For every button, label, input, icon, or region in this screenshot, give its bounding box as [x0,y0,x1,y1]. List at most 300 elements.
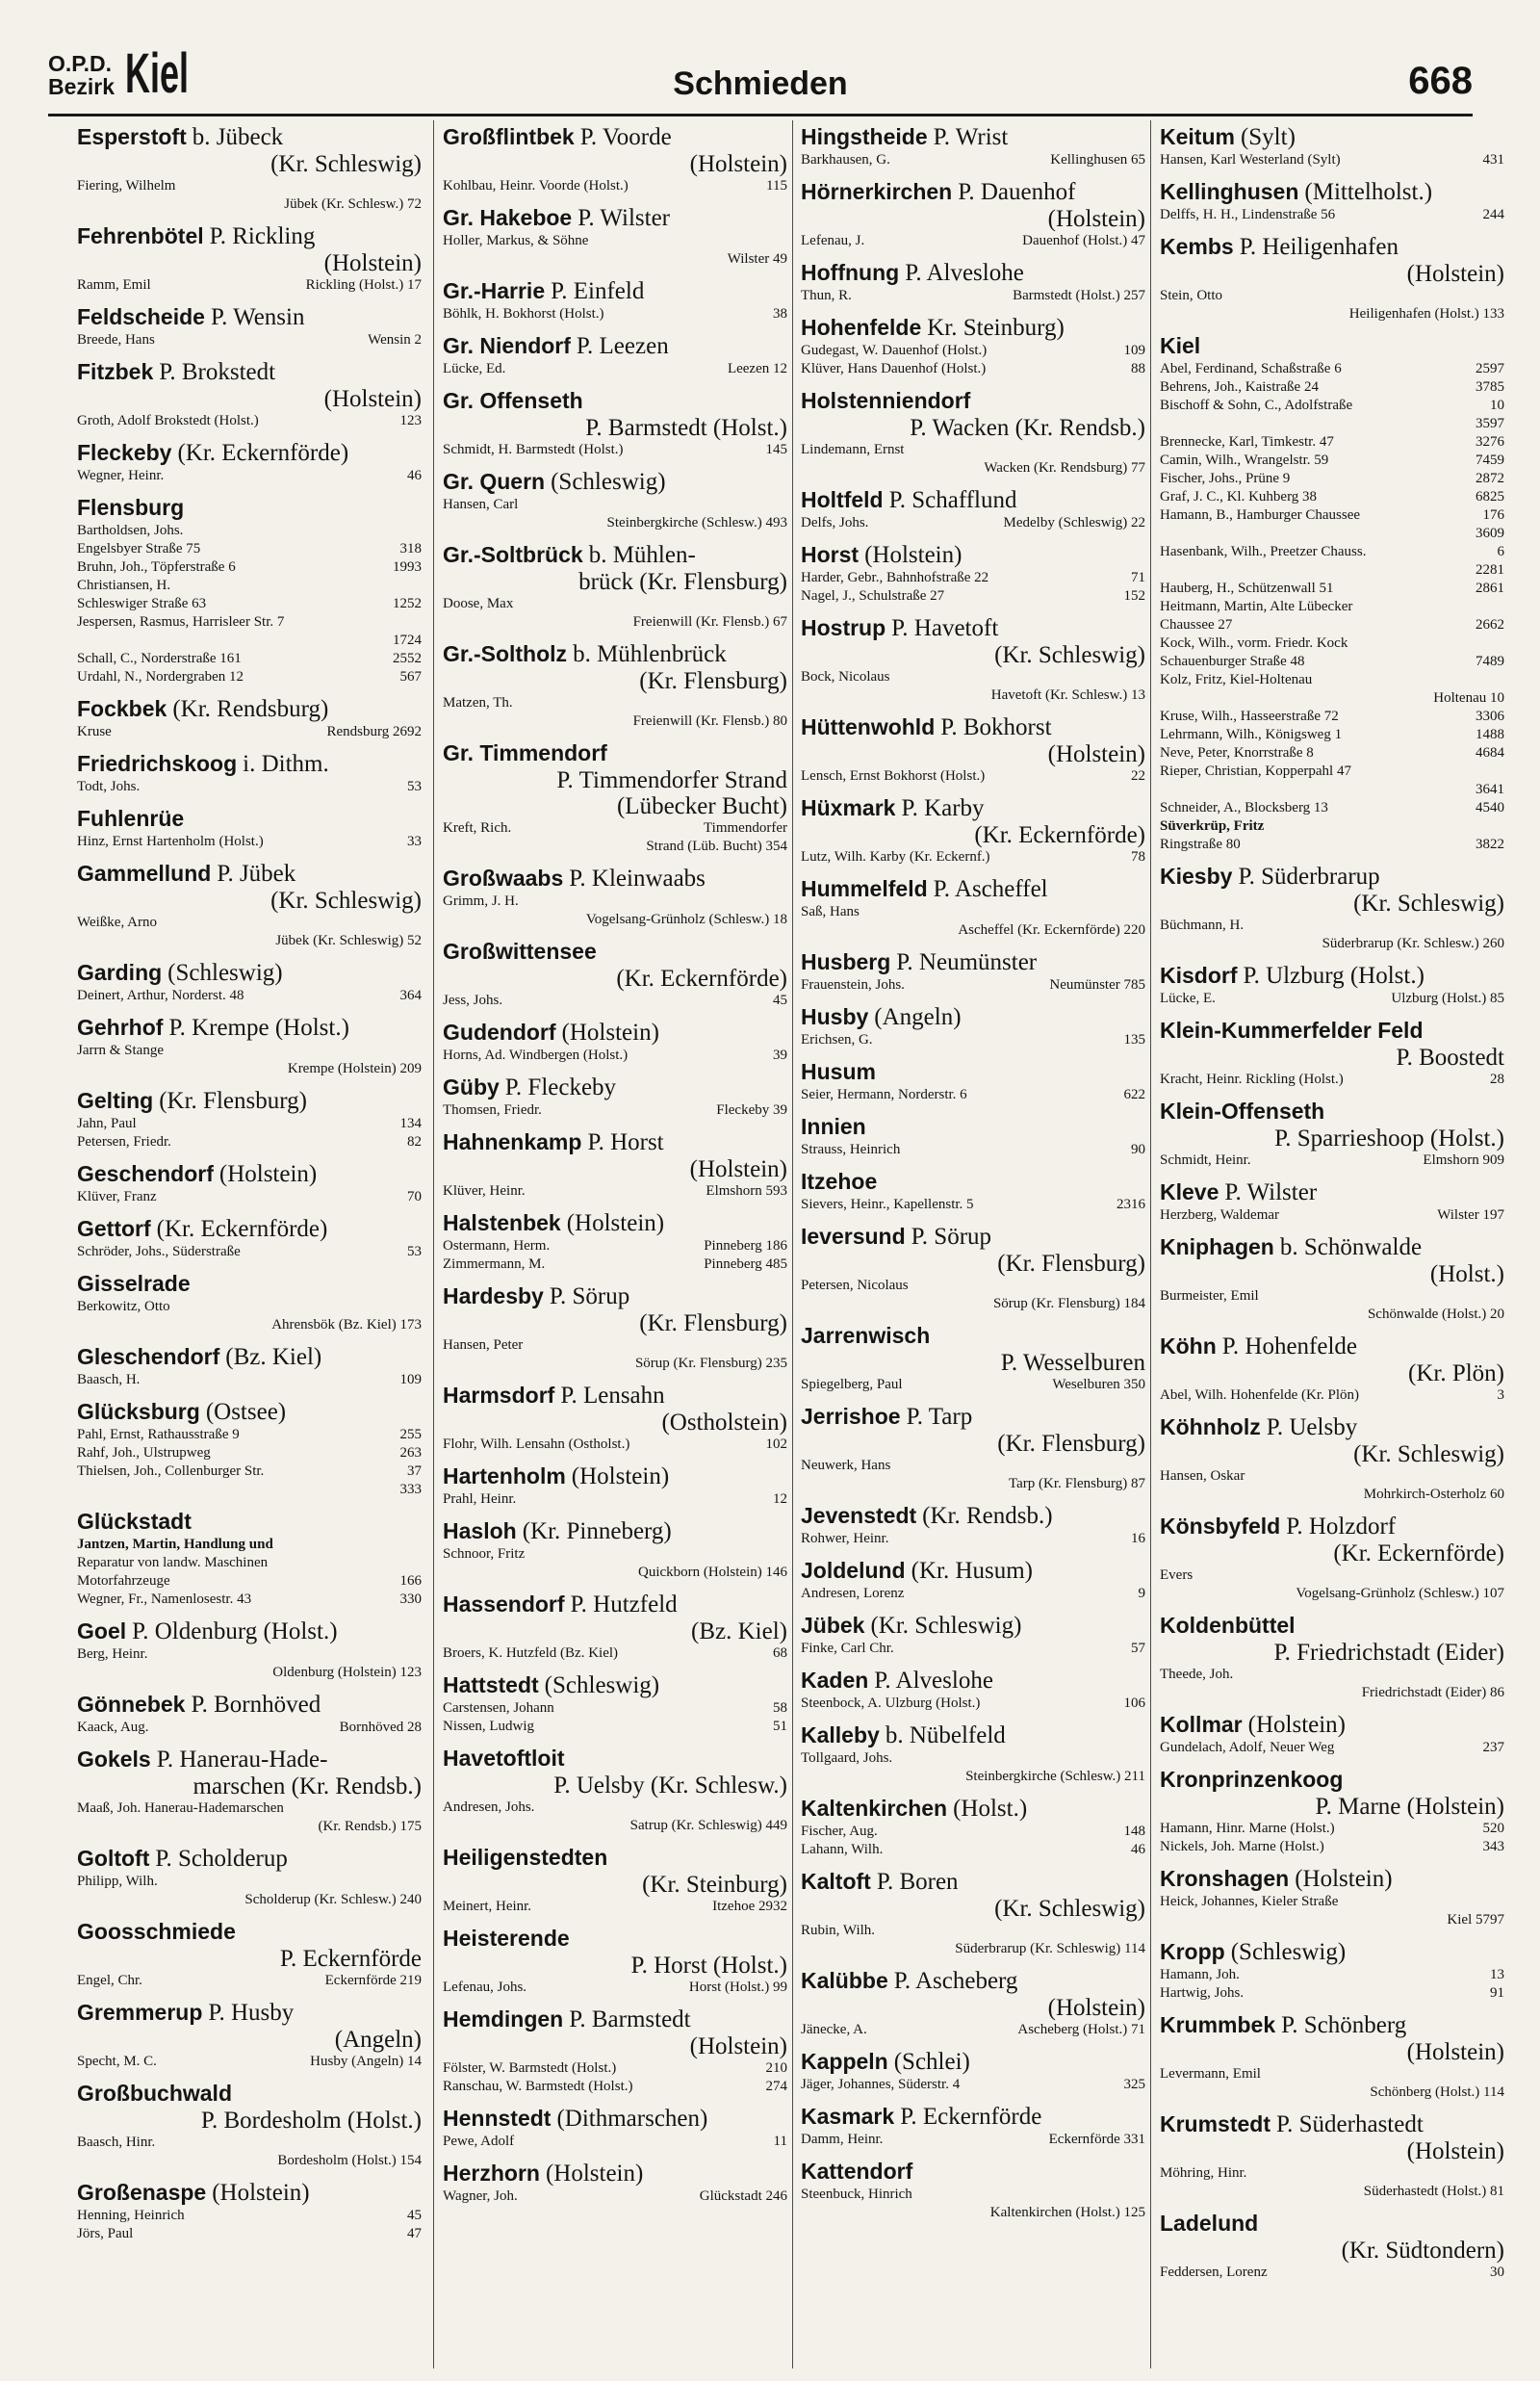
place-note: (Schleswig) [551,469,666,495]
smith-listing [77,1873,422,1891]
bezirk-text: Bezirk [48,74,116,99]
place-name: Jerrishoe [801,1404,901,1429]
smith-listing [801,342,1145,360]
place-name: Husum [801,1059,876,1084]
phone-number: 2597 [1476,361,1504,376]
directory-entry [801,1967,1145,2039]
header-rule [48,114,1473,116]
place-heading [801,1223,1145,1251]
place-heading [443,640,787,668]
smith-name: Doose, Max [443,596,514,611]
place-heading [77,494,422,522]
place-note: (Schlei) [893,2049,970,2075]
place-note: P. Uelsby [1266,1414,1358,1440]
phone-number: 38 [773,306,787,322]
smith-listing [801,287,1145,305]
place-name: Glücksburg [77,1399,200,1424]
phone-number: Wensin 2 [368,332,422,348]
smith-listing [443,1718,787,1736]
place-heading [1160,2011,1504,2039]
place-name: Jarrenwisch [801,1323,931,1348]
smith-listing [1160,561,1504,580]
place-heading [443,387,787,415]
phone-number: 2662 [1476,617,1504,633]
smith-listing [443,232,787,250]
column-divider [433,120,434,2368]
place-heading [801,541,1145,569]
directory-entry [1160,1413,1504,1504]
smith-listing [77,1298,422,1316]
place-note: (Kr. Eckernförde) [177,440,349,466]
place-heading [77,1746,422,1773]
directory-entry [1160,962,1504,1008]
phone-number: Bornhöved 28 [339,1720,422,1735]
smith-listing [77,540,422,558]
directory-entry [1160,1612,1504,1702]
place-heading [1160,1333,1504,1360]
smith-name: Hamann, Joh. [1160,1967,1240,1982]
smith-listing [801,767,1145,786]
phone-number: 148 [1123,1824,1145,1839]
place-heading [77,805,422,833]
smith-name: Ostermann, Herm. [443,1238,551,1254]
place-heading [801,1403,1145,1431]
place-note: (Holstein) [1295,1866,1393,1892]
place-name: Kaden [801,1668,869,1693]
place-heading [77,2179,422,2207]
listing-continuation: Sörup (Kr. Flensburg) 184 [992,1296,1145,1311]
smith-name: Engel, Chr. [77,1973,142,1988]
smith-name: Jarrn & Stange [77,1043,164,1058]
place-name: Kronprinzenkoog [1160,1767,1344,1792]
place-name: Husberg [801,949,891,974]
place-name: Gettorf [77,1216,151,1241]
phone-number: 90 [1131,1142,1145,1157]
smith-name: Kreft, Rich. [443,820,512,836]
place-name: Gr. Offenseth [443,388,583,413]
place-note: (Kr. Rendsb.) [922,1503,1053,1529]
smith-name: Maaß, Joh. Hanerau-Hademarschen [77,1800,284,1816]
directory-entry [443,1462,787,1509]
smith-name: Hasenbank, Wilh., Preetzer Chauss. [1160,544,1367,559]
directory-entry [801,1003,1145,1049]
directory-entry [77,1618,422,1682]
page-number: 668 [1408,60,1473,102]
place-heading [443,1844,787,1872]
place-note: (Mittelholst.) [1304,179,1433,205]
phone-number: 2316 [1116,1197,1145,1212]
directory-entry [801,1223,1145,1313]
smith-listing [1160,1966,1504,1984]
smith-listing [1160,1893,1504,1911]
smith-listing [1160,2264,1504,2282]
place-note: (Schleswig) [1230,1939,1347,1965]
place-name: Goosschmiede [77,1919,236,1944]
phone-number: 109 [399,1372,422,1387]
place-heading [801,1795,1145,1823]
smith-listing [1160,360,1504,378]
place-note-line: P. Horst (Holst.) [630,1953,787,1979]
smith-listing [1160,1287,1504,1306]
listing-continuation: Bordesholm (Holst.) 154 [277,2153,422,2168]
place-note: b. Mühlen- [588,542,696,568]
phone-number: 70 [407,1189,422,1204]
directory-entry [801,387,1145,478]
smith-listing [1160,397,1504,415]
phone-number: Horst (Holst.) 99 [688,1980,787,1995]
smith-listing [443,1182,787,1201]
place-heading [443,2160,787,2187]
place-heading [443,332,787,360]
place-heading [801,486,1145,514]
place-note: (Holstein) [545,2161,644,2187]
smith-listing [801,441,1145,459]
listing-continuation: Ascheffel (Kr. Eckernförde) 220 [958,922,1145,938]
place-name: Kiesby [1160,864,1233,889]
smith-listing [801,1695,1145,1713]
smith-name: Rohwer, Heinr. [801,1531,889,1546]
smith-name: Lindemann, Ernst [801,442,905,457]
phone-number: 145 [765,442,787,457]
place-name: Gr. Timmendorf [443,740,607,765]
phone-number: 520 [1482,1821,1504,1836]
smith-name: Lahann, Wilh. [801,1842,884,1857]
smith-name: Hansen, Oskar [1160,1468,1245,1484]
directory-entry [77,2179,422,2243]
smith-name: Sievers, Heinr., Kapellenstr. 5 [801,1197,974,1212]
smith-name: Steenbuck, Hinrich [801,2187,912,2202]
smith-name: Tollgaard, Johs. [801,1750,893,1766]
place-note-line: (Kr. Eckernförde) [974,822,1145,848]
directory-entry [443,123,787,195]
smith-name: Nissen, Ludwig [443,1719,534,1734]
place-heading [1160,1711,1504,1739]
phone-number: 3785 [1476,379,1504,395]
place-note-line: (Holstein) [689,1156,787,1182]
smith-listing [801,1841,1145,1859]
directory-entry [1160,1766,1504,1856]
smith-name: Hansen, Karl Westerland (Sylt) [1160,152,1341,168]
smith-name: Jespersen, Rasmus, Harrisleer Str. 7 [77,614,285,630]
place-heading [1160,962,1504,990]
place-note: P. Ascheberg [893,1968,1018,1994]
place-note-line: P. Friedrichstadt (Eider) [1273,1640,1504,1666]
smith-name: Hamann, Hinr. Marne (Holst.) [1160,1821,1335,1836]
phone-number: 7489 [1476,654,1504,669]
phone-number: 9 [1138,1586,1145,1601]
place-name: Kellinghusen [1160,179,1299,204]
place-name: Heiligenstedten [443,1845,608,1870]
smith-listing [443,1799,787,1817]
smith-listing [77,833,422,851]
place-name: Fockbek [77,696,167,721]
place-note: b. Jübeck [192,124,284,150]
place-heading [1160,1865,1504,1893]
directory-entry [443,387,787,459]
column-1 [77,123,422,2371]
directory-entry [443,865,787,929]
smith-listing [443,694,787,712]
phone-number: 45 [407,2208,422,2223]
phone-number: 1488 [1476,727,1504,742]
smith-name: Thomsen, Friedr. [443,1102,542,1118]
place-note-line: (Kr. Eckernförde) [1333,1540,1504,1566]
smith-name: Schmidt, Heinr. [1160,1152,1251,1168]
place-heading [801,178,1145,206]
place-heading [801,1168,1145,1196]
smith-name: Fiering, Wilhelm [77,178,176,194]
phone-number: 166 [399,1573,422,1589]
place-note: P. Havetoft [891,615,999,641]
place-name: Innien [801,1114,866,1139]
phone-number: 115 [766,178,787,194]
directory-entry [77,959,422,1005]
place-name: Holstenniendorf [801,388,971,413]
smith-listing [443,1237,787,1255]
listing-continuation: Süderhastedt (Holst.) 81 [1363,2184,1504,2199]
smith-name: Möhring, Hinr. [1160,2165,1247,2181]
phone-number: 51 [773,1719,787,1734]
smith-listing [1160,1739,1504,1757]
place-name: Kalübbe [801,1968,888,1993]
place-name: Gr.-Harrie [443,278,546,303]
directory-entry [801,713,1145,786]
smith-name: Saß, Hans [801,904,860,919]
directory-entry [801,1795,1145,1859]
place-note: P. Schafflund [888,487,1017,513]
directory-entry [801,1868,1145,1958]
place-note-line: (Ostholstein) [661,1410,787,1436]
place-note-line: (Kr. Südtondern) [1341,2238,1504,2264]
smith-name: Klüver, Hans Dauenhof (Holst.) [801,361,987,376]
place-heading [77,1215,422,1243]
smith-name: Nagel, J., Schulstraße 27 [801,588,945,604]
smith-listing [801,903,1145,921]
smith-name: Bruhn, Joh., Töpferstraße 6 [77,559,236,575]
place-note: P. Tarp [906,1404,973,1430]
place-note-line: P. Eckernförde [279,1946,422,1972]
column-2 [443,123,787,2371]
directory-entry [801,2158,1145,2222]
place-note: P. Rickling [209,223,316,249]
place-note: P. Brokstedt [159,359,276,385]
phone-number: 4684 [1476,745,1504,761]
place-heading [443,1517,787,1545]
smith-listing [1160,726,1504,744]
place-name: Hartenholm [443,1463,566,1488]
smith-name: Bock, Nicolaus [801,669,890,685]
smith-name: Lensch, Ernst Bokhorst (Holst.) [801,768,986,784]
smith-listing [443,1101,787,1120]
opd-text: O.P.D. [48,51,113,76]
smith-listing [77,1719,422,1737]
place-name: Fuhlenrüe [77,806,185,831]
smith-name: Todt, Johs. [77,779,141,794]
listing-continuation: Quickborn (Holstein) 146 [638,1565,787,1580]
phone-number: 3 [1497,1387,1504,1403]
smith-name: Motorfahrzeuge [77,1573,170,1589]
phone-number: Rendsburg 2692 [326,724,422,739]
place-note: P. Sörup [549,1283,630,1309]
place-note: P. Schönberg [1281,2012,1407,2038]
place-heading [77,1087,422,1115]
place-note: P. Lensahn [560,1383,665,1409]
place-note: P. Wilster [1224,1179,1318,1205]
place-note: P. Wrist [933,124,1009,150]
directory-entry [77,1014,422,1078]
place-note: P. Alveslohe [874,1668,993,1694]
place-heading [77,1398,422,1426]
place-heading [77,303,422,331]
smith-listing [77,723,422,741]
place-name: Kaltoft [801,1869,871,1894]
place-name: Goltoft [77,1846,150,1871]
listing-continuation: (Kr. Rendsb.) 175 [318,1819,422,1834]
place-note: P. Jübek [217,861,296,887]
place-note: P. Husby [208,2000,295,2026]
smith-name: Finke, Carl Chr. [801,1641,894,1656]
place-name: Hemdingen [443,2006,564,2032]
place-note: P. Eckernförde [900,2104,1042,2130]
directory-entry [1160,1711,1504,1757]
smith-name: Breede, Hans [77,332,155,348]
listing-continuation: Freienwill (Kr. Flensb.) 67 [632,614,787,630]
smith-listing [443,1436,787,1454]
directory-entry [1160,1513,1504,1603]
phone-number: 30 [1490,2265,1504,2280]
place-name: Feldscheide [77,304,205,329]
smith-listing [77,1481,422,1499]
place-heading [1160,332,1504,360]
place-name: Garding [77,960,163,985]
directory-entry [443,1745,787,1835]
place-note: P. Hanerau-Hade- [156,1747,328,1773]
place-note: P. Einfeld [551,278,645,304]
smith-name: Theede, Joh. [1160,1667,1234,1682]
directory-entry [801,1612,1145,1658]
directory-entry [77,1215,422,1261]
smith-name: Chaussee 27 [1160,617,1233,633]
phone-number: 2872 [1476,471,1504,486]
phone-number: Weselburen 350 [1052,1377,1145,1392]
phone-number: 622 [1123,1087,1145,1102]
smith-name: Heick, Johannes, Kieler Straße [1160,1894,1339,1909]
listing-continuation: Friedrichstadt (Eider) 86 [1361,1685,1504,1700]
phone-number: Pinneberg 485 [704,1256,787,1272]
place-name: Halstenbek [443,1210,561,1235]
place-note: (Kr. Flensburg) [159,1088,307,1114]
phone-number: Eckernförde 331 [1048,2132,1145,2147]
smith-listing [801,360,1145,378]
smith-name: Wagner, Joh. [443,2188,518,2204]
smith-listing [443,1979,787,1997]
listing-continuation: Jübek (Kr. Schlesw.) 72 [284,196,422,212]
phone-number: 53 [407,779,422,794]
place-note-line: (Holstein) [689,151,787,177]
column-divider [792,120,793,2368]
smith-listing [77,1426,422,1444]
place-heading [801,314,1145,342]
place-name: Jevenstedt [801,1503,917,1528]
smith-listing [1160,151,1504,169]
smith-name: Evers [1160,1567,1194,1583]
place-heading [443,938,787,966]
place-note-line: (Kr. Schleswig) [994,642,1145,668]
directory-entry [801,1058,1145,1104]
listing-continuation: Schönberg (Holst.) 114 [1370,2084,1504,2100]
place-note: P. Horst [587,1129,664,1155]
smith-name: Baasch, H. [77,1372,141,1387]
smith-name: Andresen, Johs. [443,1799,535,1815]
smith-listing [1160,990,1504,1008]
directory-entry [1160,178,1504,224]
directory-entry [801,259,1145,305]
smith-name: Jänecke, A. [801,2022,867,2037]
smith-name: Berkowitz, Otto [77,1299,170,1314]
place-note: (Holstein) [566,1210,665,1236]
directory-entry [801,614,1145,705]
directory-entry [443,468,787,532]
phone-number: 237 [1482,1740,1504,1755]
place-note: P. Hohenfelde [1221,1333,1358,1359]
listing-continuation: Wacken (Kr. Rendsburg) 77 [984,460,1145,476]
smith-name: Heitmann, Martin, Alte Lübecker [1160,599,1353,614]
smith-name: Lefenau, J. [801,233,865,248]
directory-entry [1160,1333,1504,1405]
place-name: Hörnerkirchen [801,179,953,204]
place-heading [77,1918,422,1946]
smith-name: Specht, M. C. [77,2054,157,2069]
smith-name: Flohr, Wilh. Lensahn (Ostholst.) [443,1436,630,1452]
phone-number: Holtenau 10 [1433,690,1504,706]
listing-continuation: Jübek (Kr. Schleswig) 52 [275,933,422,948]
smith-name: Jahn, Paul [77,1116,137,1131]
place-note: (Bz. Kiel) [225,1344,322,1370]
smith-name: Reparatur von landw. Maschinen [77,1555,269,1570]
smith-name: Fischer, Aug. [801,1824,878,1839]
directory-entry [1160,2011,1504,2102]
phone-number: 46 [1131,1842,1145,1857]
smith-listing [801,668,1145,686]
phone-number: 3641 [1476,782,1504,797]
place-name: Kleve [1160,1179,1219,1204]
smith-name: Erichsen, G. [801,1032,873,1048]
place-note: P. Voorde [579,124,672,150]
smith-listing [443,2078,787,2096]
directory-entry [801,1557,1145,1603]
smith-listing [77,914,422,932]
smith-listing [443,1255,787,1274]
place-note: P. Holzdorf [1286,1514,1397,1540]
place-heading [77,1270,422,1298]
smith-listing [443,992,787,1010]
place-name: Klein-Offenseth [1160,1099,1325,1124]
phone-number: Eckernförde 219 [324,1973,422,1988]
directory-entry [443,1282,787,1373]
phone-number: 12 [773,1491,787,1507]
place-note: (Holstein) [1247,1712,1347,1738]
smith-listing [1160,1666,1504,1684]
phone-number: 176 [1482,507,1504,523]
place-note: (Angeln) [874,1004,962,1030]
directory-entry [443,640,787,731]
directory-entry [77,439,422,485]
directory-entry [1160,332,1504,854]
place-name: Kropp [1160,1939,1225,1964]
place-heading [801,1557,1145,1585]
smith-name: Kracht, Heinr. Rickling (Holst.) [1160,1072,1344,1087]
smith-listing [1160,287,1504,305]
